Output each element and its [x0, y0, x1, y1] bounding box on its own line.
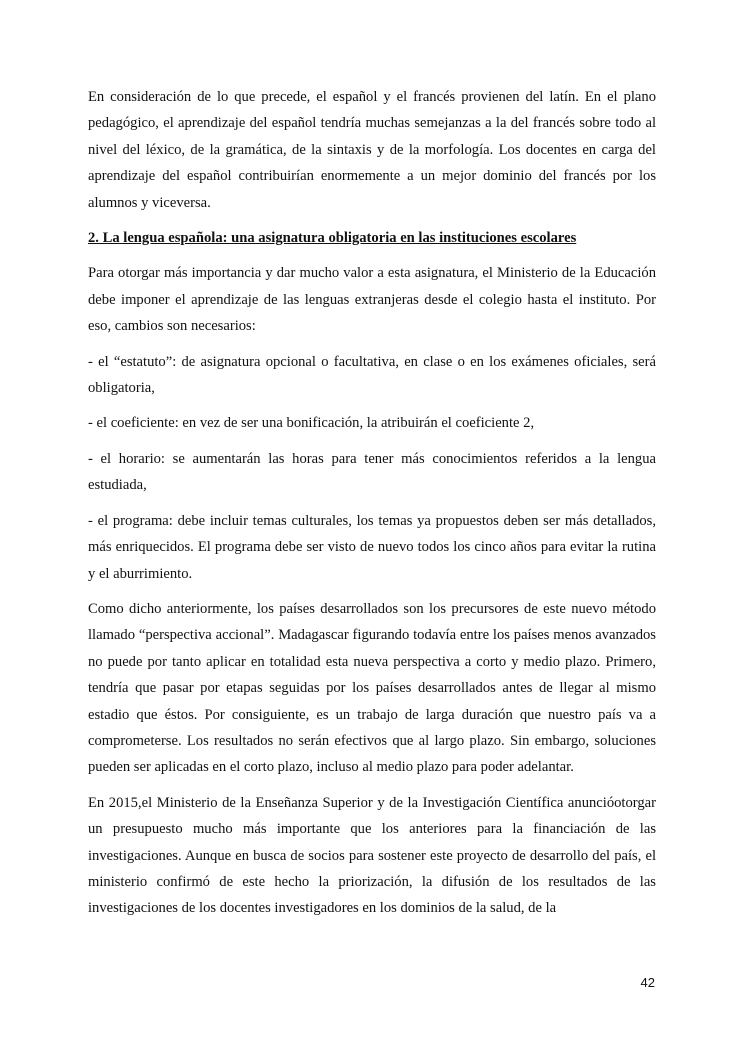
- list-item-coeficiente: - el coeficiente: en vez de ser una bonificación, la atribuirán el coeficiente 2,: [88, 415, 535, 432]
- page-number: 42: [640, 975, 655, 990]
- list-item-programa: - el programa: debe incluir temas culturales, los temas ya propuestos deben ser más detallados, más enriquecidos. El programa debe ser visto de nuevo todos los cinco años para evitar la rutina y el aburrimiento.: [88, 512, 656, 582]
- paragraph-ministry: Para otorgar más importancia y dar mucho valor a esta asignatura, el Ministerio de la Educación debe imponer el aprendizaje de las lenguas extranjeras desde el colegio hasta el instituto. Por eso, cambios son necesarios:: [88, 265, 656, 335]
- section-heading: 2. La lengua española: una asignatura obligatoria en las instituciones escolares: [88, 230, 577, 247]
- document-body: [88, 84, 656, 931]
- list-item-estatuto: - el “estatuto”: de asignatura opcional o facultativa, en clase o en los exámenes oficiales, será obligatoria,: [88, 353, 656, 397]
- paragraph-2015: En 2015,el Ministerio de la Enseñanza Superior y de la Investigación Científica anuncióotorgar un presupuesto mucho más importante que los anteriores para la financiación de las investigaciones. Aunque en busca de socios para sostener este proyecto de desarrollo del país, el ministerio confirmó de este hecho la priorización, la difusión de los resultados de las investigaciones de los docentes investigadores en los dominios de la salud, de la: [88, 794, 656, 917]
- paragraph-intro: En consideración de lo que precede, el español y el francés provienen del latín. En el plano pedagógico, el aprendizaje del español tendría muchas semejanzas a la del francés sobre todo al nivel del léxico, de la gramática, de la sintaxis y de la morfología. Los docentes en carga del aprendizaje del español contribuirían enormemente a un mejor dominio del francés por los alumnos y viceversa.: [88, 89, 656, 211]
- list-item-horario: - el horario: se aumentarán las horas para tener más conocimientos referidos a la lengua estudiada,: [88, 450, 656, 494]
- paragraph-perspectiva: Como dicho anteriormente, los países desarrollados son los precursores de este nuevo método llamado “perspectiva accional”. Madagascar figurando todavía entre los países menos avanzados no puede por tanto aplicar en totalidad esta nueva perspectiva a corto y medio plazo. Primero, tendría que pasar por etapas seguidas por los países desarrollados antes de llegar al mismo estadio que éstos. Por consiguiente, es un trabajo de larga duración que nuestro país va a comprometerse. Los resultados no serán efectivos que al largo plazo. Sin embargo, soluciones pueden ser aplicadas en el corto plazo, incluso al medio plazo para poder adelantar.: [88, 600, 656, 776]
